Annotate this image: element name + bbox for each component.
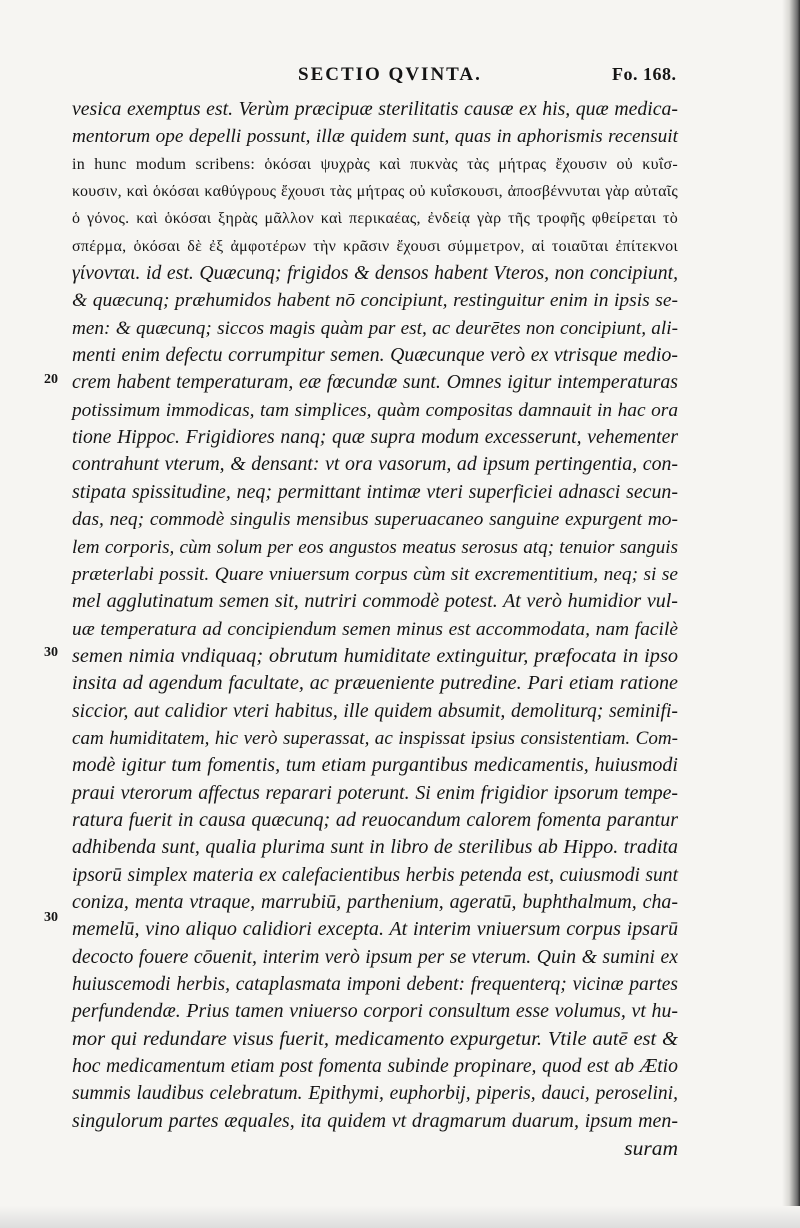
text-line: hoc medicamentum etiam post fomenta subinde propinare, quod est ab Ætio [72,1055,678,1078]
text-line: praui vterorum affectus reparari poterunt. Si enim frigidior ipsorum tempe- [72,781,678,804]
text-line: ratura fuerit in causa quæcunq; ad reuocandum calorem fomenta parantur [72,808,678,831]
text-line: vesica exemptus est. Verùm præcipuæ sterilitatis causæ ex his, quæ medica- [72,98,678,120]
text-line: decocto fouere cōuenit, interim verò ipsum per se vterum. Quin & sumini ex [72,945,678,968]
folio-number: Fo. 168. [612,64,677,84]
margin-line-number: 20 [44,372,58,387]
text-line: insita ad agendum facultate, ac præueniente putredine. Pari etiam ratione [72,672,678,695]
text-line: adhibenda sunt, qualia plurima sunt in libro de sterilibus ab Hippo. tradita [72,836,678,859]
text-line: stipata spissitudine, neq; permittant intimæ vteri superficiei adnasci secun- [72,480,678,503]
text-line: contrahunt vterum, & densant: vt ora vasorum, ad ipsum pertingentia, con- [72,453,678,476]
text-line: præterlabi possit. Quare vniuersum corpus cùm sit excrementitium, neq; si se [72,563,678,585]
margin-line-number: 30 [44,910,58,925]
text-line-greek: ὁ γόνος. καὶ ὁκόσαι ξηρὰς μᾶλλον καὶ περικαέας, ἐνδείᾳ γὰρ τῆς τροφῆς φθείρεται τὸ [72,210,678,228]
text-line: cam humiditatem, hic verò superassat, ac inspissat ipsius consistentiam. Com- [72,727,678,749]
text-line: memelū, vino aliquo calidiori excepta. At interim vniuersum corpus ipsarū [72,918,678,941]
text-line: & quæcunq; præhumidos habent nō concipiunt, restinguitur enim in ipsis se- [72,290,678,312]
text-line: perfundendæ. Prius tamen vniuerso corpori consultum esse volumus, vt hu- [72,1000,678,1023]
text-line: mor qui redundare visus fuerit, medicamento expurgetur. Vtile autē est & [72,1027,678,1050]
running-head: SECTIO QVINTA. [298,64,482,85]
text-line: huiuscemodi herbis, cataplasmata imponi debent: frequenterq; vicinæ partes [72,974,678,995]
text-line: coniza, menta vtraque, marrubiū, parthenium, ageratū, buphthalmum, cha- [72,890,678,913]
text-line: mentorum ope depelli possunt, illæ quidem sunt, quas in aphorismis recensuit [72,126,678,148]
text-line-greek: σπέρμα, ὁκόσαι δὲ ἐξ ἀμφοτέρων τὴν κρᾶσιν ἔχουσι σύμμετρον, αἱ τοιαῦται ἐπίτεκνοι [72,237,678,255]
margin-line-number: 30 [44,645,58,660]
text-line: das, neq; commodè singulis mensibus superuacaneo sanguine expurgent mo- [72,509,678,531]
page-edge-shadow [782,0,800,1228]
text-line: singulorum partes æquales, ita quidem vt dragmarum duarum, ipsum men- [72,1109,678,1132]
text-line: crem habent temperaturam, eæ fœcundæ sunt. Omnes igitur intemperaturas [72,371,678,394]
text-line: summis laudibus celebratum. Epithymi, euphorbij, piperis, dauci, peroselini, [72,1083,678,1105]
text-line: siccior, aut calidior vteri habitus, ille quidem absumit, demoliturq; seminifi- [72,699,678,722]
text-line: tione Hippoc. Frigidiores nanq; quæ supra modum excesserunt, vehementer [72,426,678,449]
text-line: lem corporis, cùm solum per eos angustos meatus serosus atq; tenuior sanguis [72,536,678,558]
body-text [72,96,678,1162]
page-header [0,64,780,94]
text-line: men: & quæcunq; siccos magis quàm par est, ac deurētes non concipiunt, ali- [72,317,678,339]
text-line: uæ temperatura ad concipiendum semen minus est accommodata, nam facilè [72,618,678,640]
catchword: suram [624,1136,678,1161]
text-line: modè igitur tum fomentis, tum etiam purgantibus medicamentis, huiusmodi [72,754,678,777]
text-line-greek: in hunc modum scribens: ὁκόσαι ψυχρὰς καὶ πυκνὰς τὰς μήτρας ἔχουσιν οὐ κυΐσ- [72,155,678,173]
page-bottom-shadow [0,1206,800,1228]
text-line: semen nimia vndiquaq; obrutum humiditate extinguitur, præfocata in ipso [72,644,678,667]
text-line-greek: κουσιν, καὶ ὁκόσαι καθύγρους ἔχουσι τὰς μήτρας οὐ κυΐσκουσι, ἀποσβέννυται γὰρ αὐταῖς [72,183,678,201]
text-line: γίνονται. id est. Quæcunq; frigidos & densos habent Vteros, non concipiunt, [72,262,678,285]
text-line: potissimum immodicas, tam simplices, quàm compositas damnauit in hac ora [72,399,678,421]
text-line: menti enim defectu corrumpitur semen. Quæcunque verò ex vtrisque medio- [72,344,678,367]
text-line: mel agglutinatum semen sit, nutriri commodè potest. At verò humidior vul- [72,590,678,613]
text-line: ipsorū simplex materia ex calefacientibus herbis petenda est, cuiusmodi sunt [72,864,678,886]
